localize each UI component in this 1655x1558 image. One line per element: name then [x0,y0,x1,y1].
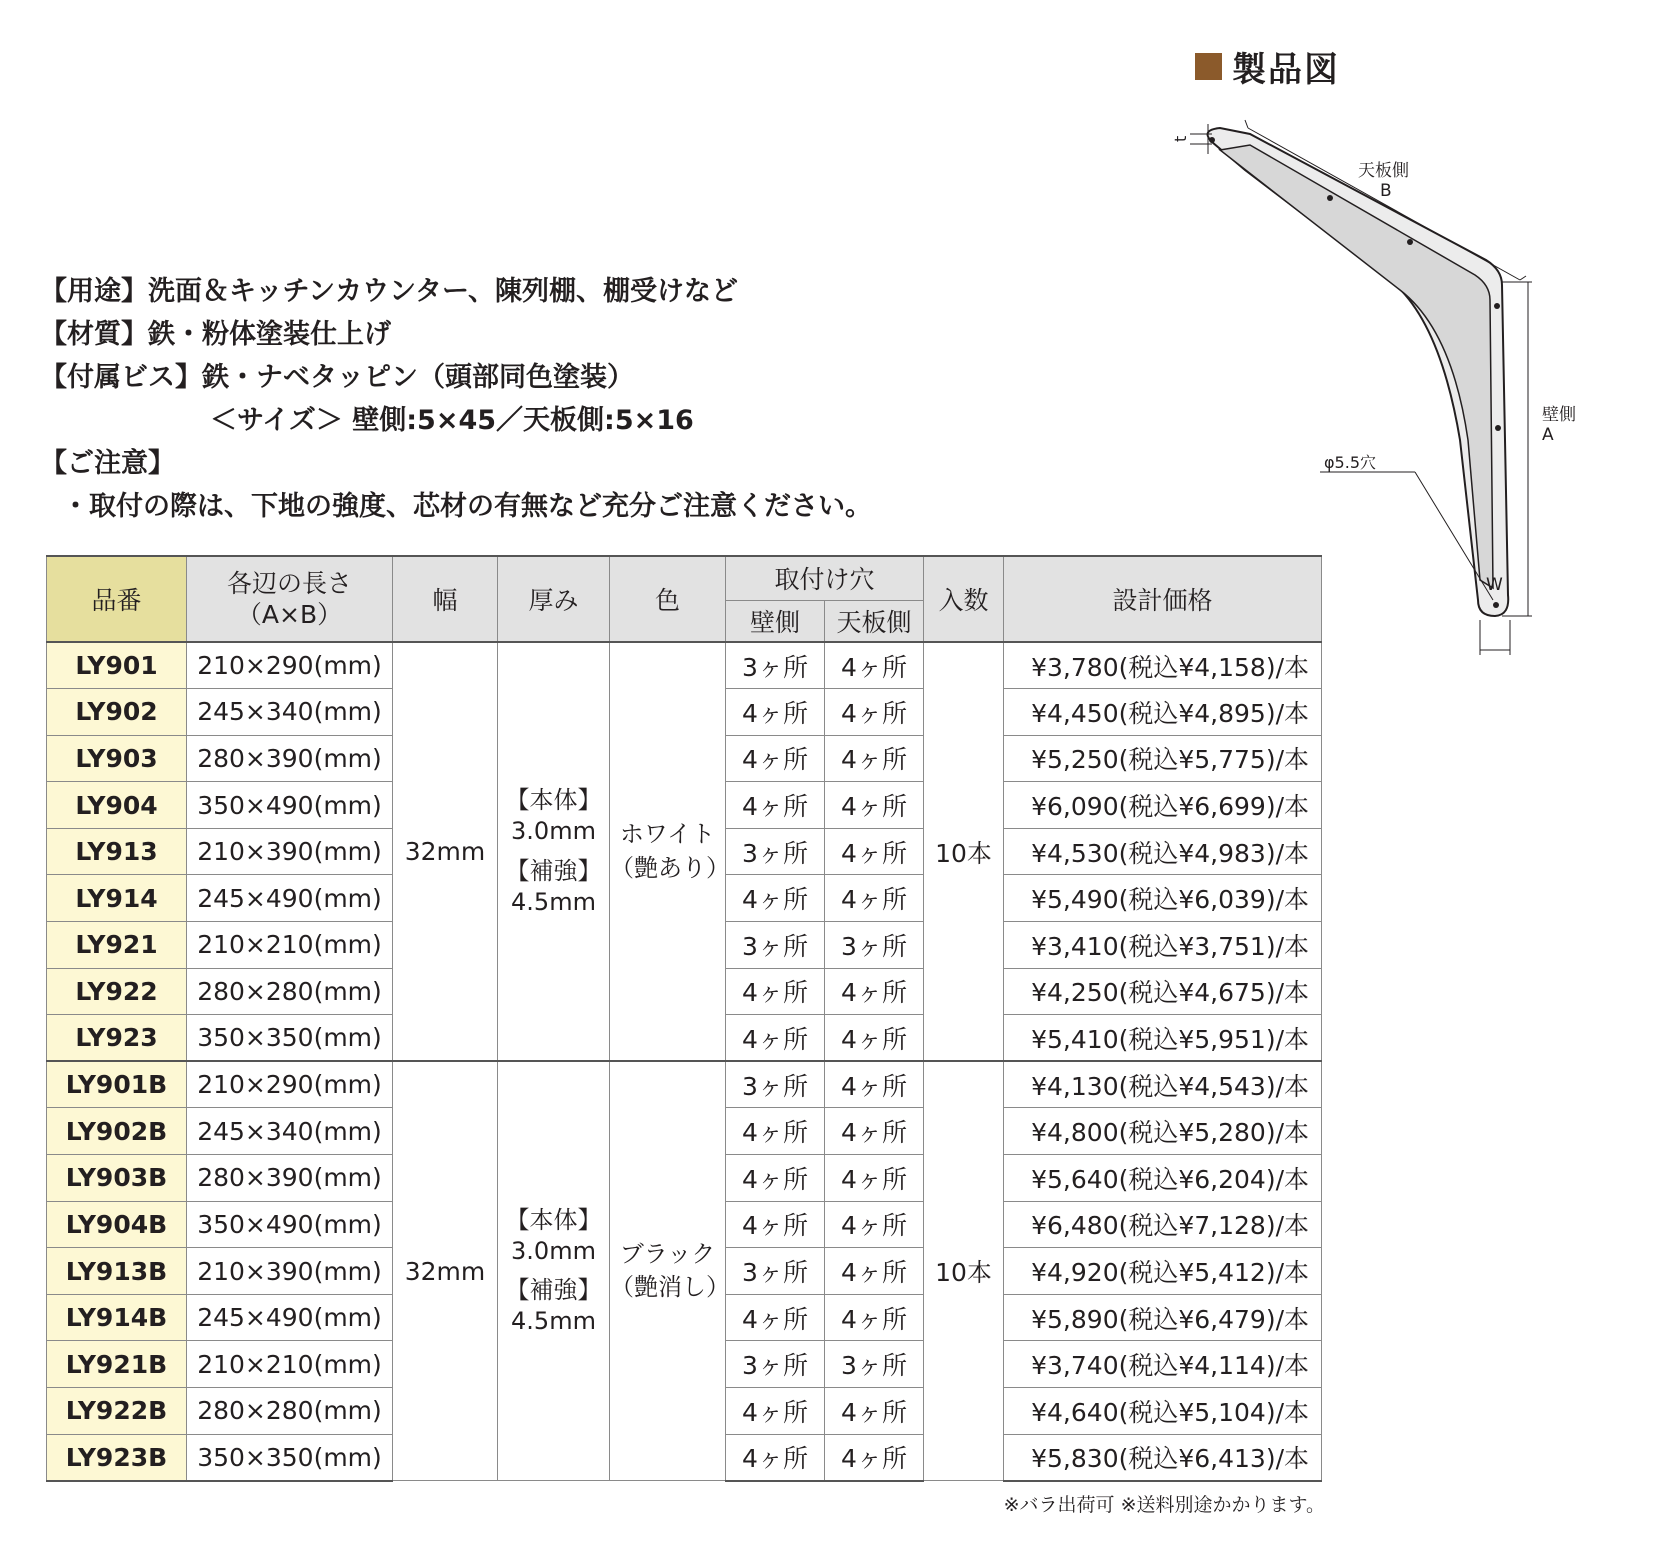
diagram-title-text: 製品図 [1232,50,1340,90]
size-cell: 350×490(mm) [187,782,393,829]
spec-caution-text: ・取付の際は、下地の強度、芯材の有無など充分ご注意ください。 [62,491,872,522]
price-cell: ¥4,450(税込¥4,895)/本 [1004,689,1322,736]
spec-material: 【材質】鉄・粉体塗装仕上げ [40,319,391,350]
product-code: LY902 [47,689,187,736]
width-cell: 32mm [393,642,498,1061]
price-cell: ¥4,800(税込¥5,280)/本 [1004,1108,1322,1155]
price-cell: ¥4,640(税込¥5,104)/本 [1004,1388,1322,1435]
price-cell: ¥3,740(税込¥4,114)/本 [1004,1341,1322,1388]
label-b: B [1380,181,1392,201]
holes-top-cell: 4ヶ所 [825,1434,924,1481]
spec-caution-title: 【ご注意】 [40,448,175,479]
footnote: ※バラ出荷可 ※送料別途かかります。 [1003,1494,1325,1516]
holes-wall-cell: 3ヶ所 [726,642,825,689]
hole-mark [1494,303,1500,309]
header-thickness: 厚み [498,556,610,642]
price-cell: ¥3,410(税込¥3,751)/本 [1004,922,1322,969]
color-cell [610,1061,730,1480]
color-finish: （艶消し） [610,1273,730,1302]
product-code: LY901 [47,642,187,689]
product-code: LY903 [47,735,187,782]
holes-top-cell: 3ヶ所 [825,922,924,969]
product-code: LY904 [47,782,187,829]
product-code: LY914 [47,875,187,922]
holes-wall-cell: 4ヶ所 [726,875,825,922]
holes-wall-cell: 4ヶ所 [726,1108,825,1155]
color-cell [610,642,730,1061]
price-cell: ¥5,640(税込¥6,204)/本 [1004,1155,1322,1202]
size-cell: 280×390(mm) [187,735,393,782]
size-cell: 350×350(mm) [187,1015,393,1062]
holes-top-cell: 4ヶ所 [825,689,924,736]
thickness-thickness-body-label: 【本体】 [505,786,602,815]
thickness-cell [498,642,610,1061]
label-a: A [1542,425,1554,445]
specs [40,270,872,528]
holes-wall-cell: 4ヶ所 [726,1434,825,1481]
thickness-thickness-reinforce-label: 【補強】 [505,856,602,885]
holes-top-cell: 4ヶ所 [825,1388,924,1435]
product-code: LY922B [47,1388,187,1435]
product-code: LY903B [47,1155,187,1202]
label-wall-side: 壁側 [1542,405,1576,425]
header-length: 各辺の長さ （A×B） [187,556,393,642]
holes-top-cell: 4ヶ所 [825,968,924,1015]
label-top-side: 天板側 [1358,161,1409,181]
header-quantity: 入数 [924,556,1004,642]
width-cell: 32mm [393,1061,498,1480]
header-width: 幅 [393,556,498,642]
holes-wall-cell: 3ヶ所 [726,828,825,875]
hole-mark [1493,602,1499,608]
size-cell: 350×490(mm) [187,1201,393,1248]
label-w: W [1486,575,1503,595]
holes-wall-cell: 4ヶ所 [726,1388,825,1435]
table-row [47,642,1322,689]
size-cell: 280×280(mm) [187,968,393,1015]
size-cell: 350×350(mm) [187,1434,393,1481]
header-holes-wall: 壁側 [726,600,825,642]
color-name: ホワイト [619,820,716,849]
holes-wall-cell: 4ヶ所 [726,968,825,1015]
holes-top-cell: 4ヶ所 [825,1155,924,1202]
holes-top-cell: 4ヶ所 [825,875,924,922]
price-cell: ¥6,480(税込¥7,128)/本 [1004,1201,1322,1248]
thickness-thickness-reinforce: 4.5mm [511,1307,596,1336]
hole-mark [1209,137,1215,143]
size-cell: 210×390(mm) [187,828,393,875]
product-code: LY923 [47,1015,187,1062]
holes-wall-cell: 3ヶ所 [726,922,825,969]
hole-mark [1495,425,1501,431]
price-cell: ¥4,250(税込¥4,675)/本 [1004,968,1322,1015]
product-code: LY923B [47,1434,187,1481]
size-cell: 245×490(mm) [187,1294,393,1341]
holes-top-cell: 4ヶ所 [825,1248,924,1295]
label-t: t [1171,135,1190,142]
holes-wall-cell: 4ヶ所 [726,1015,825,1062]
thickness-thickness-body: 3.0mm [511,817,596,846]
quantity-cell: 10本 [924,1061,1004,1480]
label-hole: φ5.5穴 [1324,453,1377,472]
holes-top-cell: 4ヶ所 [825,642,924,689]
size-cell: 280×390(mm) [187,1155,393,1202]
header-color: 色 [610,556,726,642]
product-code: LY914B [47,1294,187,1341]
holes-wall-cell: 4ヶ所 [726,1201,825,1248]
diagram-title [1195,42,1340,91]
size-cell: 245×340(mm) [187,689,393,736]
price-cell: ¥6,090(税込¥6,699)/本 [1004,782,1322,829]
price-cell: ¥5,410(税込¥5,951)/本 [1004,1015,1322,1062]
size-cell: 210×290(mm) [187,642,393,689]
price-cell: ¥5,830(税込¥6,413)/本 [1004,1434,1322,1481]
black-group [47,1061,1322,1480]
spec-screw-size: ＜サイズ＞ 壁側:5×45／天板側:5×16 [210,405,694,436]
size-cell: 210×210(mm) [187,922,393,969]
holes-top-cell: 4ヶ所 [825,1294,924,1341]
product-code: LY904B [47,1201,187,1248]
holes-wall-cell: 4ヶ所 [726,1294,825,1341]
header-holes: 取付け穴 [726,556,924,600]
title-square-icon [1195,53,1222,80]
size-cell: 210×390(mm) [187,1248,393,1295]
table-row [47,1061,1322,1108]
price-cell: ¥4,920(税込¥5,412)/本 [1004,1248,1322,1295]
size-cell: 245×490(mm) [187,875,393,922]
header-code: 品番 [47,556,187,642]
product-code: LY901B [47,1061,187,1108]
price-cell: ¥5,490(税込¥6,039)/本 [1004,875,1322,922]
holes-top-cell: 4ヶ所 [825,1201,924,1248]
price-cell: ¥4,530(税込¥4,983)/本 [1004,828,1322,875]
holes-wall-cell: 3ヶ所 [726,1061,825,1108]
holes-top-cell: 4ヶ所 [825,828,924,875]
holes-wall-cell: 4ヶ所 [726,782,825,829]
product-table [46,555,1322,1482]
holes-wall-cell: 3ヶ所 [726,1341,825,1388]
holes-top-cell: 4ヶ所 [825,1108,924,1155]
holes-top-cell: 4ヶ所 [825,1061,924,1108]
holes-top-cell: 4ヶ所 [825,735,924,782]
thickness-thickness-body: 3.0mm [511,1237,596,1266]
thickness-thickness-body-label: 【本体】 [505,1205,602,1234]
thickness-cell [498,1061,610,1480]
header-price: 設計価格 [1004,556,1322,642]
price-cell: ¥3,780(税込¥4,158)/本 [1004,642,1322,689]
white-group [47,642,1322,1061]
holes-wall-cell: 4ヶ所 [726,735,825,782]
product-code: LY913B [47,1248,187,1295]
holes-top-cell: 3ヶ所 [825,1341,924,1388]
holes-wall-cell: 4ヶ所 [726,689,825,736]
size-cell: 245×340(mm) [187,1108,393,1155]
price-cell: ¥5,890(税込¥6,479)/本 [1004,1294,1322,1341]
thickness-thickness-reinforce: 4.5mm [511,887,596,916]
product-code: LY922 [47,968,187,1015]
bracket-diagram [1171,110,1650,630]
holes-top-cell: 4ヶ所 [825,1015,924,1062]
price-cell: ¥4,130(税込¥4,543)/本 [1004,1061,1322,1108]
color-name: ブラック [619,1239,716,1268]
spec-use: 【用途】洗面＆キッチンカウンター、陳列棚、棚受けなど [40,276,738,307]
price-cell: ¥5,250(税込¥5,775)/本 [1004,735,1322,782]
color-finish: （艶あり） [610,853,730,882]
hole-mark [1407,239,1413,245]
size-cell: 210×290(mm) [187,1061,393,1108]
product-code: LY921B [47,1341,187,1388]
holes-top-cell: 4ヶ所 [825,782,924,829]
hole-mark [1327,195,1333,201]
product-code: LY913 [47,828,187,875]
size-cell: 210×210(mm) [187,1341,393,1388]
spec-screws: 【付属ビス】鉄・ナベタッピン（頭部同色塗装） [40,362,634,393]
thickness-thickness-reinforce-label: 【補強】 [505,1276,602,1305]
product-code: LY902B [47,1108,187,1155]
holes-wall-cell: 3ヶ所 [726,1248,825,1295]
holes-wall-cell: 4ヶ所 [726,1155,825,1202]
header-holes-top: 天板側 [825,600,924,642]
product-code: LY921 [47,922,187,969]
quantity-cell: 10本 [924,642,1004,1061]
bracket-rib [1220,145,1493,588]
size-cell: 280×280(mm) [187,1388,393,1435]
